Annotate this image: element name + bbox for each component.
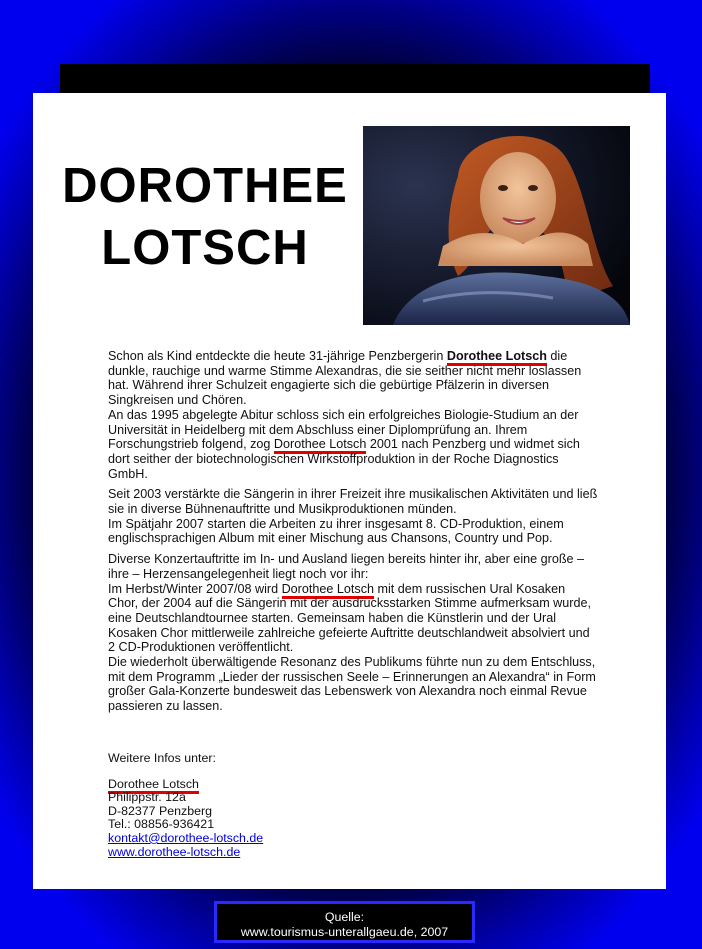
contact-block [108,752,408,859]
portrait-image-icon [363,126,630,325]
page-title [40,155,370,279]
title-line-1: DOROTHEE [62,159,348,213]
highlighted-name: Dorothee Lotsch [274,437,366,454]
highlighted-name: Dorothee Lotsch [447,349,547,366]
contact-street: Philippstr. 12a [108,790,186,805]
paragraph-childhood [108,349,598,408]
paragraph-gala: Die wiederholt überwältigende Resonanz des Publikums führte nun zu dem Entschluss, mit dem Programm „Lieder der russischen Seele – Erinnerungen an Alexandra“ in Form großer Gala-Konzerte bundesweit das Lebenswerk von Alexandra noch einmal Revue passieren zu lassen. [108,655,596,714]
paragraph-text: 2001 nach Penzberg und widmet sich dort seither der biotechnologischen Wirkstoffproduktion in der Roche Diagnostics GmbH. [108,437,580,481]
website-link[interactable]: www.dorothee-lotsch.de [108,844,241,859]
contact-label: Weitere Infos unter: [108,751,216,765]
highlighted-name: Dorothee Lotsch [108,777,199,794]
source-caption [214,901,475,943]
highlighted-name: Dorothee Lotsch [282,582,374,599]
portrait-photo [363,126,630,325]
email-link[interactable]: kontakt@dorothee-lotsch.de [108,830,264,845]
source-label: Quelle: [324,910,365,924]
page-top-shadow [60,64,650,93]
paragraph-studies [108,408,598,482]
paragraph-text: mit dem russischen Ural Kosaken Chor, der 2004 auf die Sängerin mit der ausdrucksstarken Stimme aufmerksam wurde, eine Deutschlandtournee starten. Gemeinsam haben die Künstlerin und der Ural Kosaken Chor mittlerweile zahlreiche gefeierte Auftritte deutschlandweit absolviert und 2 CD-Produktionen veröffentlicht. [108,581,591,655]
contact-city: D-82377 Penzberg [108,803,213,818]
title-line-2: LOTSCH [101,221,309,275]
contact-phone: Tel.: 08856-936421 [108,817,215,832]
paragraph-text: Im Herbst/Winter 2007/08 wird [108,581,282,596]
paragraph-music: Seit 2003 verstärkte die Sängerin in ihrer Freizeit ihre musikalischen Aktivitäten und ließ sie in diverse Bühnenauftritte und Musikproduktionen münden. [108,487,598,517]
paragraph-text: Schon als Kind entdeckte die heute 31-jährige Penzbergerin [108,349,447,363]
paragraph-tour [108,582,598,656]
biography-text [108,349,598,720]
source-url: www.tourismus-unterallgaeu.de, 2007 [240,925,449,939]
paragraph-text: An das 1995 abgelegte Abitur schloss sich ein erfolgreiches Biologie-Studium an der Universität in Heidelberg mit dem Abschluss einer Diplomprüfung an. Ihrem Forschungstrieb folgend, zog [108,407,579,452]
paragraph-concerts: Diverse Konzertauftritte im In- und Ausland liegen bereits hinter ihr, aber eine große – ihre – Herzensangelegenheit liegt noch vor ihr: [108,552,585,581]
paragraph-text: die dunkle, rauchige und warme Stimme Alexandras, die sie seither nicht mehr loslassen hat. Während ihrer Schulzeit engagierte sich die gebürtige Pfälzerin in diversen Singkreisen und Chören. [108,349,582,408]
paragraph-cd-production: Im Spätjahr 2007 starten die Arbeiten zu ihrer insgesamt 8. CD-Produktion, einem englischsprachigen Album mit einer Mischung aus Chansons, Country und Pop. [108,516,564,546]
contact-name [108,778,408,792]
